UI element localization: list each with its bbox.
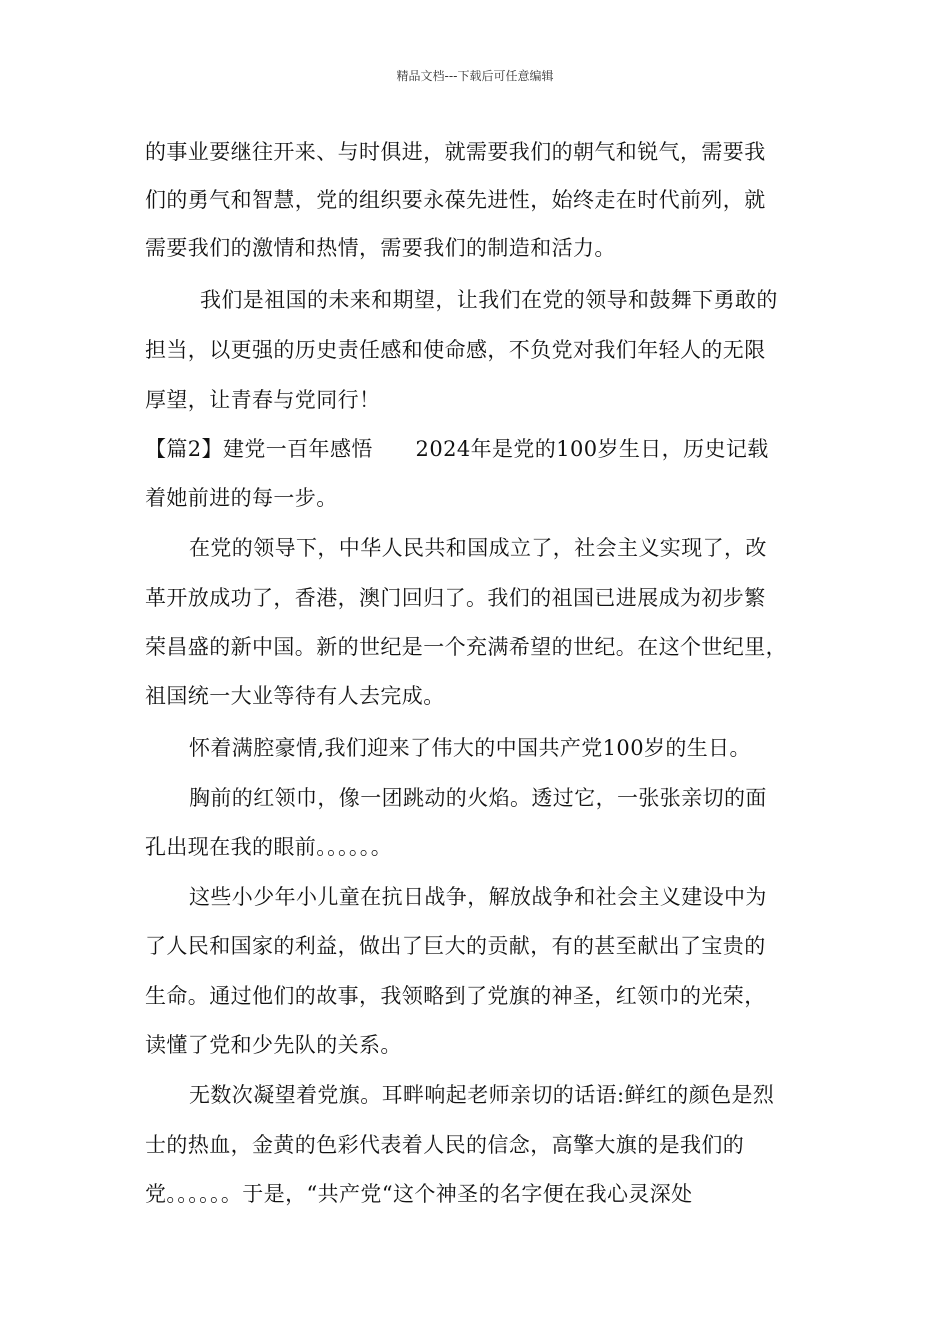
text-line: 这些小少年小儿童在抗日战争，解放战争和社会主义建设中为 [189, 885, 767, 909]
text-line: 们的勇气和智慧，党的组织要永葆先进性，始终走在时代前列，就 [145, 188, 766, 212]
text-line: 荣昌盛的新中国。新的世纪是一个充满希望的世纪。在这个世纪里， [145, 635, 787, 659]
text-line: 需要我们的激情和热情，需要我们的制造和活力。 [145, 236, 616, 260]
text-line: 士的热血，金黄的色彩代表着人民的信念，高擎大旗的是我们的 [145, 1133, 745, 1157]
text-line: 了人民和国家的利益，做出了巨大的贡献，有的甚至献出了宝贵的 [145, 934, 766, 958]
text-line: 厚望，让青春与党同行！ [145, 388, 381, 412]
text-line: 党。。。。。。于是，“共产党“这个神圣的名字便在我心灵深处 [145, 1182, 693, 1206]
text-line: 读懂了党和少先队的关系。 [145, 1033, 402, 1057]
text-line: 怀着满腔豪情,我们迎来了伟大的中国共产党100岁的生日。 [189, 736, 751, 760]
text-line: 我们是祖国的未来和期望，让我们在党的领导和鼓舞下勇敢的 [200, 288, 778, 312]
text-line: 祖国统一大业等待有人去完成。 [145, 684, 445, 708]
text-line: 在党的领导下，中华人民共和国成立了，社会主义实现了，改 [189, 536, 767, 560]
section-heading-line: 【篇2】建党一百年感悟 2024年是党的100岁生日，历史记载 [145, 437, 769, 461]
text-line: 着她前进的每一步。 [145, 486, 338, 510]
page-header: 精品文档---下载后可任意编辑 [396, 69, 554, 83]
text-line: 胸前的红领巾，像一团跳动的火焰。透过它，一张张亲切的面 [189, 786, 767, 810]
text-line: 革开放成功了，香港，澳门回归了。我们的祖国已进展成为初步繁 [145, 586, 766, 610]
text-line: 孔出现在我的眼前。。。。。。 [145, 835, 393, 859]
text-line: 生命。通过他们的故事，我领略到了党旗的神圣，红领巾的光荣， [145, 984, 766, 1008]
text-line: 担当，以更强的历史责任感和使命感，不负党对我们年轻人的无限 [145, 338, 766, 362]
text-line: 的事业要继往开来、与时俱进，就需要我们的朝气和锐气，需要我 [145, 140, 766, 164]
text-line: 无数次凝望着党旗。耳畔响起老师亲切的话语:鲜红的颜色是烈 [189, 1083, 775, 1107]
